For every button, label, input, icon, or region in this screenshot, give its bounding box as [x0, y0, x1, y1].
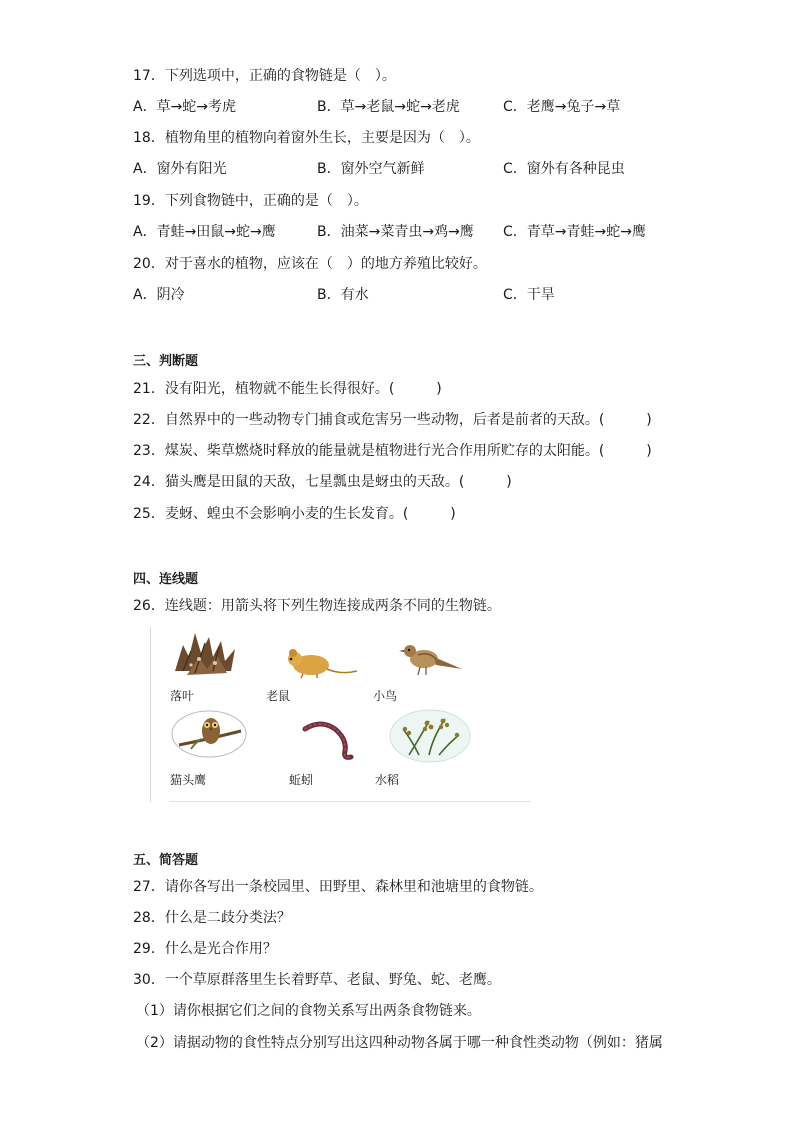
question-22: 22．自然界中的一些动物专门捕食或危害另一些动物，后者是前者的天敌。( ) [133, 412, 652, 428]
label-fallen-leaves: 落叶 [170, 689, 195, 703]
bird-icon [396, 635, 466, 683]
label-mouse: 老鼠 [266, 689, 291, 703]
q19-option-a: A．青蛙→田鼠→蛇→鹰 [133, 224, 276, 240]
question-30-part-1: （1）请你根据它们之间的食物关系写出两条食物链来。 [136, 1003, 481, 1019]
q18-option-a: A．窗外有阳光 [133, 161, 227, 177]
q17-option-c: C．老鹰→兔子→草 [503, 99, 621, 115]
food-chain-figure [150, 627, 531, 802]
question-17: 17．下列选项中，正确的食物链是（ ）。 [133, 68, 396, 84]
section-5-title: 五、简答题 [133, 853, 199, 868]
label-owl: 猫头鹰 [170, 773, 207, 787]
section-4-title: 四、连线题 [133, 572, 199, 587]
q19-option-c: C．青草→青蛙→蛇→鹰 [503, 224, 646, 240]
label-earthworm: 蚯蚓 [289, 773, 314, 787]
question-23: 23．煤炭、柴草燃烧时释放的能量就是植物进行光合作用所贮存的太阳能。( ) [133, 443, 652, 459]
q17-option-b: B．草→老鼠→蛇→老虎 [317, 99, 460, 115]
question-20: 20．对于喜水的植物，应该在（ ）的地方养殖比较好。 [133, 256, 487, 272]
mouse-icon [281, 641, 361, 681]
figure-bottom-rule [169, 801, 531, 802]
question-27: 27．请你各写出一条校园里、田野里、森林里和池塘里的食物链。 [133, 879, 543, 895]
question-21: 21．没有阳光，植物就不能生长得很好。( ) [133, 381, 442, 397]
q20-option-b: B．有水 [317, 287, 369, 303]
q18-option-c: C．窗外有各种昆虫 [503, 161, 625, 177]
fallen-leaves-icon [169, 627, 245, 681]
q19-option-b: B．油菜→菜青虫→鸡→鹰 [317, 224, 474, 240]
question-24: 24．猫头鹰是田鼠的天敌，七星瓢虫是蚜虫的天敌。( ) [133, 474, 512, 490]
label-rice: 水稻 [375, 773, 400, 787]
question-19: 19．下列食物链中，正确的是（ ）。 [133, 193, 368, 209]
question-26: 26．连线题：用箭头将下列生物连接成两条不同的生物链。 [133, 598, 501, 614]
rice-plant-icon [389, 709, 471, 763]
question-29: 29．什么是光合作用？ [133, 941, 277, 957]
question-25: 25．麦蚜、蝗虫不会影响小麦的生长发育。( ) [133, 506, 456, 522]
owl-icon [171, 709, 249, 759]
q20-option-a: A．阴冷 [133, 287, 185, 303]
label-bird: 小鸟 [373, 689, 398, 703]
q17-option-a: A．草→蛇→考虎 [133, 99, 237, 115]
question-18: 18．植物角里的植物向着窗外生长，主要是因为（ ）。 [133, 130, 480, 146]
section-3-title: 三、判断题 [133, 354, 199, 369]
question-30: 30．一个草原群落里生长着野草、老鼠、野兔、蛇、老鹰。 [133, 972, 501, 988]
question-30-part-2: （2）请据动物的食性特点分别写出这四种动物各属于哪一种食性类动物（例如：猪属 [136, 1035, 663, 1051]
q18-option-b: B．窗外空气新鲜 [317, 161, 425, 177]
earthworm-icon [301, 717, 361, 761]
question-28: 28．什么是二歧分类法？ [133, 910, 291, 926]
q20-option-c: C．干旱 [503, 287, 555, 303]
